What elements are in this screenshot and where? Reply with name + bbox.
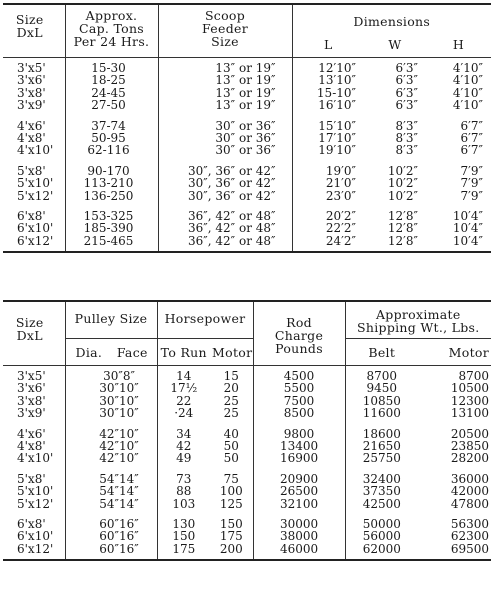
cell-pulley: 60″16″ (65, 518, 157, 530)
cell-rod-charge: 46000 (253, 543, 345, 560)
cell-height: 4′10″ (452, 73, 483, 88)
table-row (3, 58, 491, 75)
cell-rod-charge: 7500 (253, 395, 345, 407)
header-shipping: Approximate Shipping Wt., Lbs. (345, 301, 491, 339)
cell-feeder: 13″ or 19″ (158, 87, 292, 99)
cell-hp-motor: 75 (223, 471, 239, 486)
cell-length: 20′2″ (292, 210, 364, 222)
cell-length: 21′0″ (292, 177, 364, 189)
group-spacer (3, 465, 491, 473)
cell-weight-belt: 56000 (345, 530, 418, 542)
cell-height: 6′7″ (460, 118, 483, 133)
cell-feeder: 36″, 42″ or 48″ (158, 235, 292, 252)
cell-size: 6'x12' (17, 541, 54, 556)
header-motor: Motor (210, 339, 253, 366)
cell-length: 13′10″ (292, 74, 364, 86)
cell-weight-motor: 12300 (450, 393, 490, 408)
cell-size: 6'x12' (17, 233, 54, 248)
cell-weight-belt: 32400 (345, 473, 418, 485)
table-row (3, 366, 491, 383)
cell-height: 6′7″ (460, 131, 483, 146)
cell-height: 10′4″ (452, 209, 483, 224)
cell-size: 3'x8' (17, 393, 46, 408)
capacity-dimensions-table (3, 3, 491, 253)
cell-feeder: 30″, 36″ or 42″ (158, 165, 292, 177)
cell-height: 4′10″ (452, 85, 483, 100)
cell-size: 5'x10' (17, 484, 54, 499)
header-face: Face (108, 339, 157, 366)
cell-feeder: 36″, 42″ or 48″ (158, 210, 292, 222)
cell-length: 22′2″ (292, 222, 364, 234)
cell-hp-run: 130 (157, 518, 210, 530)
cell-weight-belt: 9450 (345, 382, 418, 394)
cell-capacity: 27-50 (65, 99, 158, 111)
cell-hp-motor: 100 (219, 484, 243, 499)
table-row (3, 440, 491, 452)
cell-capacity: 62-116 (65, 144, 158, 156)
cell-pulley: 54″14″ (65, 485, 157, 497)
cell-capacity: 15-30 (65, 58, 158, 75)
cell-size: 5'x12' (17, 496, 54, 511)
cell-size: 5'x8' (17, 471, 46, 486)
cell-pulley: 54″14″ (65, 498, 157, 510)
table-row (3, 235, 491, 252)
table-row (3, 428, 491, 440)
cell-rod-charge: 8500 (253, 407, 345, 419)
cell-hp-motor: 25 (223, 393, 239, 408)
cell-pulley: 30″10″ (65, 382, 157, 394)
cell-size: 3'x6' (17, 381, 46, 396)
cell-rod-charge: 32100 (253, 498, 345, 510)
cell-rod-charge: 13400 (253, 440, 345, 452)
table-row (3, 485, 491, 497)
cell-length: 15′10″ (292, 120, 364, 132)
cell-pulley: 30″10″ (65, 395, 157, 407)
header-dia: Dia. (65, 339, 108, 366)
cell-size: 6'x10' (17, 529, 54, 544)
cell-size: 5'x8' (17, 163, 46, 178)
cell-capacity: 50-95 (65, 132, 158, 144)
cell-size: 6'x8' (17, 209, 46, 224)
cell-pulley: 30″10″ (65, 407, 157, 419)
table-row (3, 177, 491, 189)
cell-size: 3'x5' (17, 369, 46, 383)
table-row (3, 498, 491, 510)
cell-weight-motor: 36000 (450, 471, 490, 486)
cell-weight-motor: 28200 (450, 451, 490, 466)
cell-capacity: 113-210 (65, 177, 158, 189)
cell-hp-motor: 40 (223, 426, 239, 441)
cell-hp-motor: 150 (219, 517, 243, 532)
cell-length: 12′10″ (292, 58, 364, 75)
cell-hp-run: ·24 (157, 407, 210, 419)
cell-rod-charge: 5500 (253, 382, 345, 394)
cell-height: 6′7″ (460, 143, 483, 158)
table-row (3, 518, 491, 530)
cell-hp-motor: 200 (219, 541, 243, 556)
cell-length: 15-10″ (292, 87, 364, 99)
cell-weight-motor: 56300 (450, 517, 490, 532)
cell-weight-belt: 50000 (345, 518, 418, 530)
cell-capacity: 185-390 (65, 222, 158, 234)
header-feeder: Scoop Feeder Size (158, 4, 292, 58)
cell-feeder: 30″ or 36″ (158, 132, 292, 144)
cell-feeder: 30″ or 36″ (158, 144, 292, 156)
cell-weight-motor: 47800 (450, 496, 490, 511)
cell-weight-belt: 37350 (345, 485, 418, 497)
cell-height: 7′9″ (460, 188, 483, 203)
cell-hp-run: 175 (157, 543, 210, 560)
cell-rod-charge: 26500 (253, 485, 345, 497)
table-row (3, 407, 491, 419)
cell-hp-motor: 15 (223, 369, 239, 383)
header-to-run: To Run (157, 339, 210, 366)
cell-weight-belt: 21650 (345, 440, 418, 452)
header-pulley: Pulley Size (65, 301, 157, 339)
table-row (3, 222, 491, 234)
cell-height: 7′9″ (460, 163, 483, 178)
cell-size: 5'x10' (17, 176, 54, 191)
cell-width: 6′3″ (395, 98, 418, 113)
group-spacer (3, 510, 491, 518)
cell-hp-run: 14 (157, 366, 210, 383)
cell-hp-run: 150 (157, 530, 210, 542)
cell-size: 3'x9' (17, 406, 46, 421)
cell-length: 16′10″ (292, 99, 364, 111)
cell-weight-motor: 20500 (450, 426, 490, 441)
cell-weight-belt: 10850 (345, 395, 418, 407)
cell-length: 19′0″ (292, 165, 364, 177)
cell-hp-motor: 50 (223, 451, 239, 466)
cell-size: 4'x6' (17, 118, 46, 133)
cell-feeder: 36″, 42″ or 48″ (158, 222, 292, 234)
cell-hp-run: 49 (157, 452, 210, 464)
cell-hp-motor: 25 (223, 406, 239, 421)
table-row (3, 530, 491, 542)
cell-hp-run: 88 (157, 485, 210, 497)
header-dimensions: Dimensions (292, 4, 491, 34)
header-L: L (292, 34, 364, 58)
cell-hp-run: 103 (157, 498, 210, 510)
cell-weight-belt: 11600 (345, 407, 418, 419)
cell-hp-motor: 175 (219, 529, 243, 544)
cell-capacity: 136-250 (65, 190, 158, 202)
power-weight-rows (3, 366, 491, 561)
cell-weight-belt: 42500 (345, 498, 418, 510)
cell-width: 12′8″ (387, 233, 418, 248)
cell-capacity: 215-465 (65, 235, 158, 252)
cell-width: 10′2″ (387, 188, 418, 203)
table-row (3, 382, 491, 394)
cell-weight-belt: 18600 (345, 428, 418, 440)
cell-weight-belt: 62000 (345, 543, 418, 560)
table-row (3, 395, 491, 407)
cell-feeder: 30″ or 36″ (158, 120, 292, 132)
cell-capacity: 18-25 (65, 74, 158, 86)
cell-size: 4'x8' (17, 439, 46, 454)
cell-size: 5'x12' (17, 188, 54, 203)
cell-weight-motor: 23850 (450, 439, 490, 454)
cell-size: 4'x10' (17, 143, 54, 158)
cell-height: 4′10″ (452, 98, 483, 113)
cell-length: 24′2″ (292, 235, 364, 252)
cell-weight-motor: 62300 (450, 529, 490, 544)
cell-size: 4'x10' (17, 451, 54, 466)
cell-size: 3'x6' (17, 73, 46, 88)
cell-rod-charge: 9800 (253, 428, 345, 440)
cell-rod-charge: 4500 (253, 366, 345, 383)
cell-feeder: 30″, 36″ or 42″ (158, 190, 292, 202)
cell-rod-charge: 30000 (253, 518, 345, 530)
cell-size: 3'x8' (17, 85, 46, 100)
cell-width: 6′3″ (395, 73, 418, 88)
cell-weight-motor: 42000 (450, 484, 490, 499)
cell-height: 10′4″ (452, 233, 483, 248)
cell-width: 10′2″ (387, 176, 418, 191)
cell-rod-charge: 20900 (253, 473, 345, 485)
cell-size: 3'x5' (17, 61, 46, 75)
cell-weight-motor: 8700 (458, 369, 490, 383)
cell-pulley: 42″10″ (65, 452, 157, 464)
cell-pulley: 30″8″ (65, 366, 157, 383)
cell-height: 10′4″ (452, 221, 483, 236)
cell-weight-belt: 8700 (345, 366, 418, 383)
cell-height: 7′9″ (460, 176, 483, 191)
cell-width: 6′3″ (395, 61, 418, 75)
cell-width: 10′2″ (387, 163, 418, 178)
cell-height: 4′10″ (452, 61, 483, 75)
table-row (3, 99, 491, 111)
capacity-dimensions-rows (3, 58, 491, 253)
cell-size: 4'x8' (17, 131, 46, 146)
cell-hp-motor: 125 (219, 496, 243, 511)
cell-width: 8′3″ (395, 118, 418, 133)
header-size: Size DxL (3, 301, 65, 366)
group-spacer (3, 420, 491, 428)
cell-feeder: 13″ or 19″ (158, 99, 292, 111)
cell-width: 12′8″ (387, 221, 418, 236)
cell-weight-motor: 10500 (450, 381, 490, 396)
cell-length: 17′10″ (292, 132, 364, 144)
cell-hp-run: 17½ (157, 382, 210, 394)
cell-pulley: 60″16″ (65, 543, 157, 560)
table-row (3, 543, 491, 560)
header-H: H (426, 34, 491, 58)
cell-hp-motor: 20 (223, 381, 239, 396)
cell-hp-run: 34 (157, 428, 210, 440)
cell-pulley: 42″10″ (65, 440, 157, 452)
cell-hp-run: 42 (157, 440, 210, 452)
cell-length: 23′0″ (292, 190, 364, 202)
cell-width: 8′3″ (395, 143, 418, 158)
cell-feeder: 13″ or 19″ (158, 58, 292, 75)
header-rod-charge: Rod Charge Pounds (253, 301, 345, 366)
cell-size: 6'x10' (17, 221, 54, 236)
header-horsepower: Horsepower (157, 301, 253, 339)
cell-length: 19′10″ (292, 144, 364, 156)
cell-width: 6′3″ (395, 85, 418, 100)
header-capacity: Approx. Cap. Tons Per 24 Hrs. (65, 4, 158, 58)
cell-hp-run: 73 (157, 473, 210, 485)
table-row (3, 190, 491, 202)
cell-pulley: 60″16″ (65, 530, 157, 542)
cell-capacity: 37-74 (65, 120, 158, 132)
cell-hp-run: 22 (157, 395, 210, 407)
cell-size: 6'x8' (17, 517, 46, 532)
table-row (3, 74, 491, 86)
cell-pulley: 54″14″ (65, 473, 157, 485)
cell-capacity: 90-170 (65, 165, 158, 177)
cell-width: 8′3″ (395, 131, 418, 146)
cell-weight-motor: 13100 (450, 406, 490, 421)
cell-size: 4'x6' (17, 426, 46, 441)
cell-rod-charge: 16900 (253, 452, 345, 464)
power-weight-table (3, 300, 491, 561)
cell-size: 3'x9' (17, 98, 46, 113)
table-row (3, 144, 491, 156)
cell-weight-motor: 69500 (450, 541, 490, 556)
cell-hp-motor: 50 (223, 439, 239, 454)
header-size: Size DxL (3, 4, 65, 58)
cell-capacity: 153-325 (65, 210, 158, 222)
cell-feeder: 13″ or 19″ (158, 74, 292, 86)
cell-capacity: 24-45 (65, 87, 158, 99)
header-belt: Belt (345, 339, 418, 366)
header-W: W (364, 34, 426, 58)
header-motor-weight: Motor (418, 339, 491, 366)
cell-feeder: 30″, 36″ or 42″ (158, 177, 292, 189)
cell-pulley: 42″10″ (65, 428, 157, 440)
table-row (3, 473, 491, 485)
cell-weight-belt: 25750 (345, 452, 418, 464)
table-row (3, 452, 491, 464)
cell-rod-charge: 38000 (253, 530, 345, 542)
cell-width: 12′8″ (387, 209, 418, 224)
